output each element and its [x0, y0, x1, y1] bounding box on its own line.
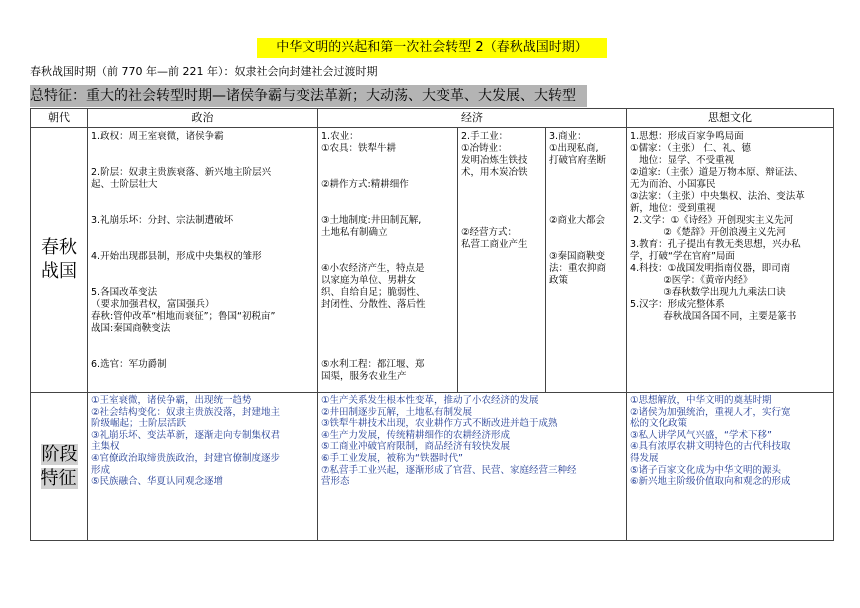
politics-cell: 1.政权：周王室衰微，诸侯争霸 2.阶层：奴隶主贵族衰落、新兴地主阶层兴 起、士阶层壮大 3.礼崩乐坏：分封、宗法制遭破坏 4.开始出现郡县制，形成中央集权的雏形 5.各国改革变法 （要求加强君权，富国强兵） 春秋:管仲改革“相地而衰征”；鲁国“初税亩” 战国:秦国商鞅变法 6.选官：军功爵制 — [88, 128, 318, 393]
header-thought: 思想文化 — [627, 109, 834, 128]
history-summary-table — [30, 108, 834, 541]
agriculture-cell: 1.农业： ①农具：铁犁牛耕 ②耕作方式:精耕细作 ③土地制度:井田制瓦解, 土地私有制确立 ④小农经济产生，特点是 以家庭为单位、男耕女 织、自给自足；脆弱性、 封闭性、分散性、落后性 ⑤水利工程：都江堰、郑 国渠，服务农业生产 — [318, 128, 458, 393]
stage-economy-cell: ①生产关系发生根本性变革，推动了小农经济的发展 ②井田制逐步瓦解，土地私有制发展 ③铁犁牛耕技术出现，农业耕作方式不断改进并趋于成熟 ④生产力发展，传统精耕细作的农耕经济形成 ⑤工商业冲破官府限制，商品经济有较快发展 ⑥手工业发展，被称为“铁器时代” ⑦私营手工业兴起，逐渐形成了官营、民营、家庭经营三种经 营形态 — [318, 393, 627, 541]
commerce-cell: 3.商业： ①出现私商, 打破官府垄断 ②商业大都会 ③秦国商鞅变 法：重农抑商 政策 — [546, 128, 627, 393]
header-economy: 经济 — [318, 109, 627, 128]
period-subtitle: 春秋战国时期（前 770 年—前 221 年）：奴隶社会向封建社会过渡时期 — [30, 65, 378, 78]
header-row — [31, 109, 834, 128]
spring-autumn-row — [31, 128, 834, 393]
general-feature-banner: 总特征：重大的社会转型时期—诸侯争霸与变法革新；大动荡、大变革、大发展、大转型 — [30, 85, 587, 107]
stage-thought-cell: ①思想解放，中华文明的奠基时期 ②诸侯为加强统治，重视人才，实行宽 松的文化政策 ③私人讲学风气兴盛，“学术下移” ④具有浓厚农耕文明特色的古代科技取 得发展 ⑤诸子百家文化成为中华文明的源头 ⑥新兴地主阶级价值取向和观念的形成 — [627, 393, 834, 541]
thought-culture-cell: 1.思想：形成百家争鸣局面 ①儒家：（主张） 仁、礼、德 地位：显学、不受重视 ②道家:（主张）道是万物本原、辩证法、 无为而治、小国寡民 ③法家：（主张）中央集权、法治、变法革 新，地位：受到重视 2.文学：①《诗经》开创现实主义先河 ②《楚辞》开创浪漫主义先河 3.教育：孔子提出有教无类思想，兴办私 学，打破“学在官府”局面 4.科技：①战国发明指南仪器，即司南 ②医学：《黄帝内经》 ③春秋数学出现九九乘法口诀 5.汉字：形成完整体系 春秋战国各国不同，主要是篆书 — [627, 128, 834, 393]
header-dynasty: 朝代 — [31, 109, 88, 128]
handicraft-cell: 2.手工业： ①冶铸业： 发明冶炼生铁技 术，用木炭冶铁 ②经营方式： 私营工商业产生 — [458, 128, 546, 393]
stage-politics-cell: ①王室衰微，诸侯争霸，出现统一趋势 ②社会结构变化：奴隶主贵族没落，封建地主 阶级崛起；士阶层活跃 ③礼崩乐坏、变法革新，逐渐走向专制集权君 主集权 ④官僚政治取缔贵族政治，封建官僚制度逐步 形成 ⑤民族融合、华夏认同观念逐增 — [88, 393, 318, 541]
era-label: 春秋 战国 — [31, 128, 88, 393]
stage-feature-label: 阶段 特征 — [31, 393, 88, 541]
stage-feature-row — [31, 393, 834, 541]
header-politics: 政治 — [88, 109, 318, 128]
document-title: 中华文明的兴起和第一次社会转型 2（春秋战国时期） — [257, 38, 607, 58]
